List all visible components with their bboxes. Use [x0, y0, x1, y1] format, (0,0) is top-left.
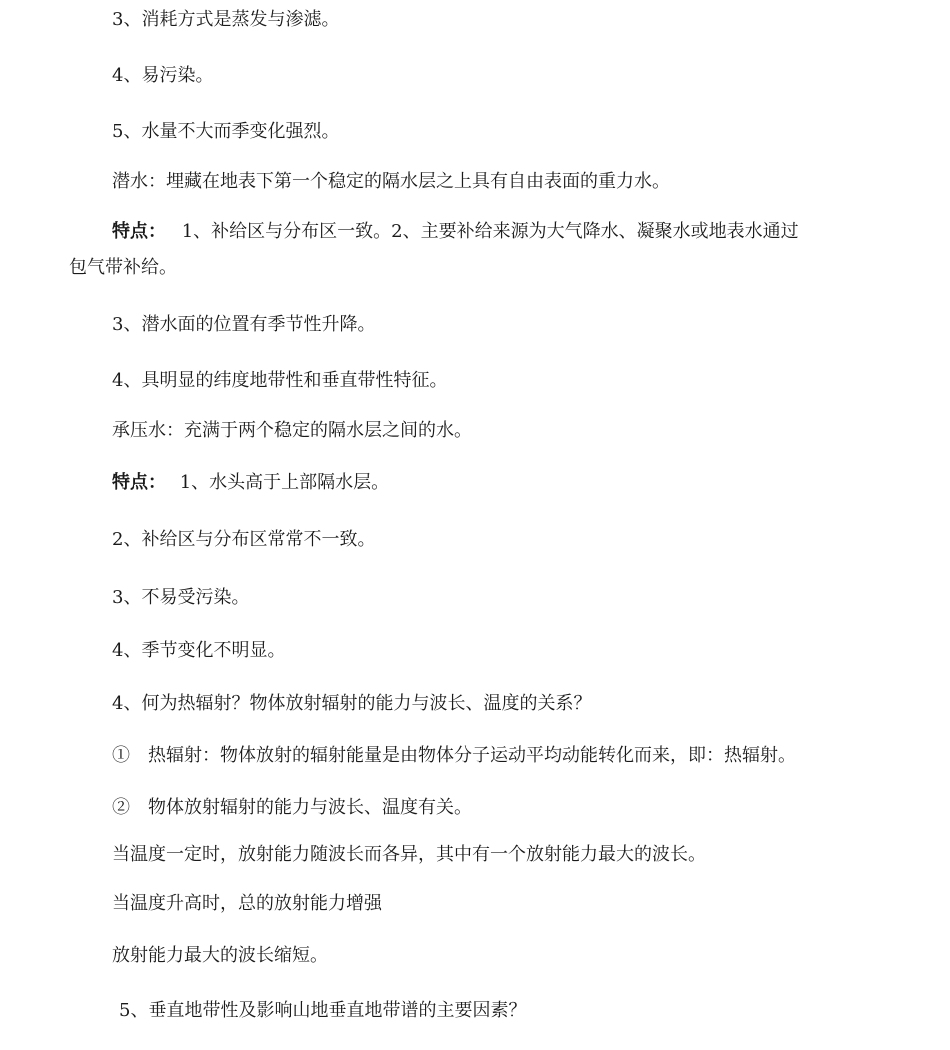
text-line: 放射能力最大的波长缩短。	[112, 945, 328, 966]
text-line: 5、垂直地带性及影响山地垂直地带谱的主要因素？	[119, 1000, 527, 1021]
text-line: 当温度升高时，总的放射能力增强	[112, 893, 382, 914]
feature-label: 特点：	[112, 472, 166, 493]
text-line: 3、不易受污染。	[112, 587, 250, 608]
text-line: 4、具明显的纬度地带性和垂直带性特征。	[112, 370, 448, 391]
text-line: 3、潜水面的位置有季节性升降。	[112, 314, 376, 335]
text-line: 承压水：充满于两个稳定的隔水层之间的水。	[112, 420, 472, 441]
text-line	[112, 472, 389, 494]
text-line: 潜水：埋藏在地表下第一个稳定的隔水层之上具有自由表面的重力水。	[112, 171, 670, 192]
text-line: 4、易污染。	[112, 65, 214, 86]
text-line: ② 物体放射辐射的能力与波长、温度有关。	[112, 797, 472, 818]
text-line: 2、补给区与分布区常常不一致。	[112, 529, 376, 550]
text-line	[112, 221, 799, 243]
text-span: 1、补给区与分布区一致。2、主要补给来源为大气降水、凝聚水或地表水通过	[181, 221, 799, 242]
feature-label: 特点：	[112, 221, 166, 242]
text-line: 3、消耗方式是蒸发与渗滤。	[112, 9, 340, 30]
text-span: 1、水头高于上部隔水层。	[179, 472, 390, 493]
text-line: ① 热辐射：物体放射的辐射能量是由物体分子运动平均动能转化而来，即：热辐射。	[112, 745, 796, 766]
text-line: 4、何为热辐射？物体放射辐射的能力与波长、温度的关系？	[112, 693, 592, 714]
text-line: 当温度一定时，放射能力随波长而各异，其中有一个放射能力最大的波长。	[112, 844, 706, 865]
text-line: 4、季节变化不明显。	[112, 640, 286, 661]
text-line: 包气带补给。	[69, 257, 177, 278]
text-line: 5、水量不大而季变化强烈。	[112, 121, 340, 142]
